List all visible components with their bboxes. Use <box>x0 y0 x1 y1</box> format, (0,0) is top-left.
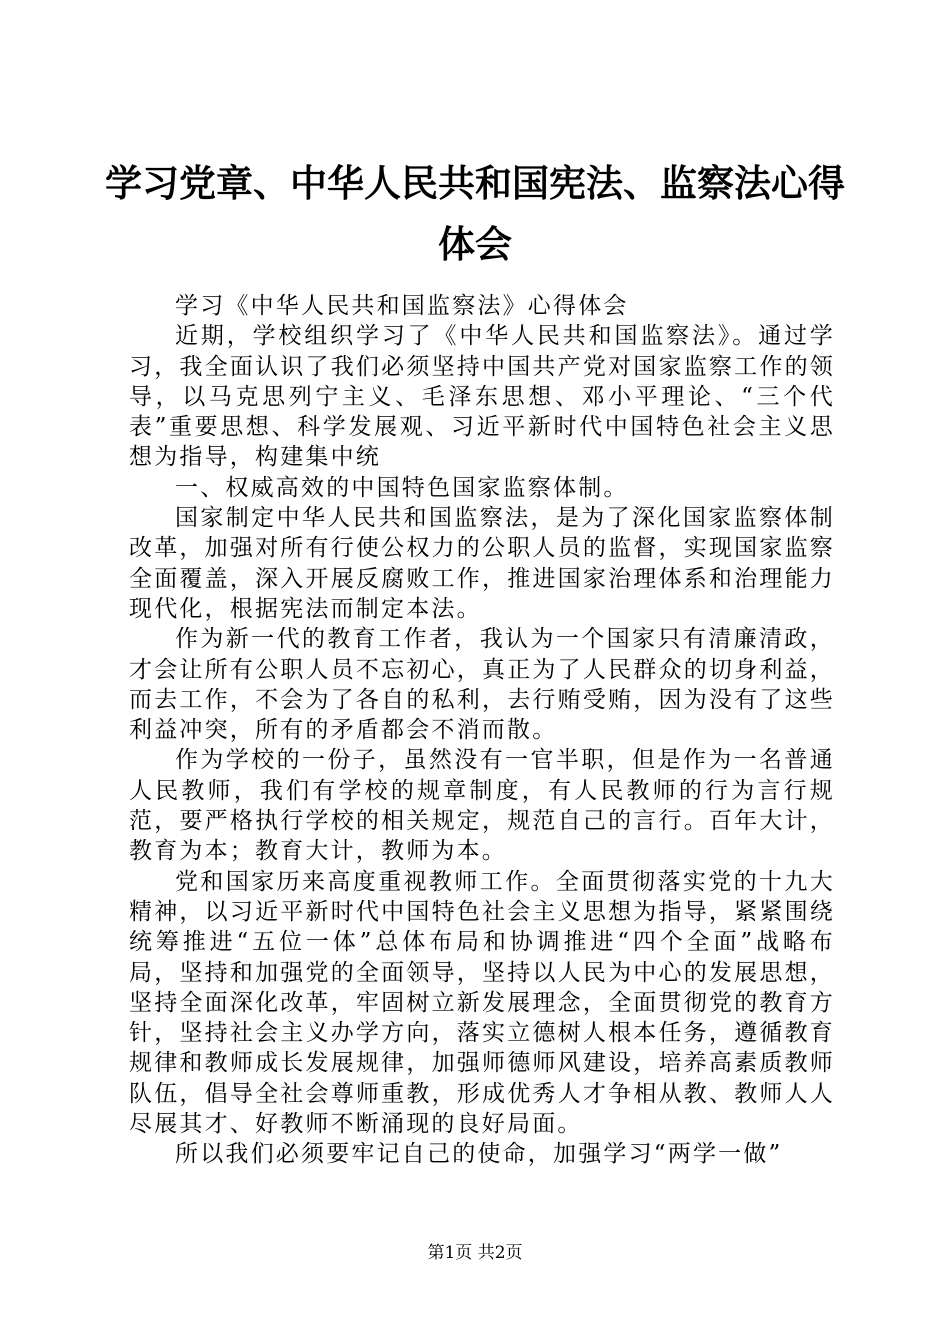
paragraph: 一、权威高效的中国特色国家监察体制。 <box>175 474 629 501</box>
paragraph: 国家制定中华人民共和国监察法，是为了深化国家监察体制改革，加强对所有行使公权力的公职人员的监督，实现国家监察全面覆盖，深入开展反腐败工作，推进国家治理体系和治理能力现代化，根据宪法而制定本法。 <box>129 505 835 622</box>
document-body <box>129 291 835 1170</box>
document-title-line-1: 学习党章、中华人民共和国宪法、监察法心得 <box>105 162 845 205</box>
paragraph: 作为学校的一份子，虽然没有一官半职，但是作为一名普通人民教师，我们有学校的规章制度，有人民教师的行为言行规范，要严格执行学校的相关规定，规范自己的言行。百年大计，教育为本；教育大计，教师为本。 <box>129 747 835 865</box>
paragraph-subtitle: 学习《中华人民共和国监察法》心得体会 <box>175 293 629 319</box>
paragraph: 党和国家历来高度重视教师工作。全面贯彻落实党的十九大精神，以习近平新时代中国特色社会主义思想为指导，紧紧围绕统筹推进“五位一体”总体布局和协调推进“四个全面”战略布局，坚持和加强党的全面领导，坚持以人民为中心的发展思想，坚持全面深化改革，牢固树立新发展理念，全面贯彻党的教育方针，坚持社会主义办学方向，落实立德树人根本任务，遵循教育规律和教师成长发展规律，加强师德师风建设，培养高素质教师队伍，倡导全社会尊师重教，形成优秀人才争相从教、教师人人尽展其才、好教师不断涌现的良好局面。 <box>129 868 835 1138</box>
document-title-line-2: 体会 <box>438 223 512 266</box>
paragraph: 近期，学校组织学习了《中华人民共和国监察法》。通过学习，我全面认识了我们必须坚持中国共产党对国家监察工作的领导，以马克思列宁主义、毛泽东思想、邓小平理论、“三个代表”重要思想、科学发展观、习近平新时代中国特色社会主义思想为指导，构建集中统 <box>129 323 835 471</box>
paragraph: 所以我们必须要牢记自己的使命，加强学习“两学一做” <box>175 1141 783 1168</box>
page-number-footer: 第1页 共2页 <box>427 1243 523 1263</box>
paragraph: 作为新一代的教育工作者，我认为一个国家只有清廉清政，才会让所有公职人员不忘初心，真正为了人民群众的切身利益，而去工作，不会为了各自的私利，去行贿受贿，因为没有了这些利益冲突，所有的矛盾都会不消而散。 <box>129 626 835 744</box>
